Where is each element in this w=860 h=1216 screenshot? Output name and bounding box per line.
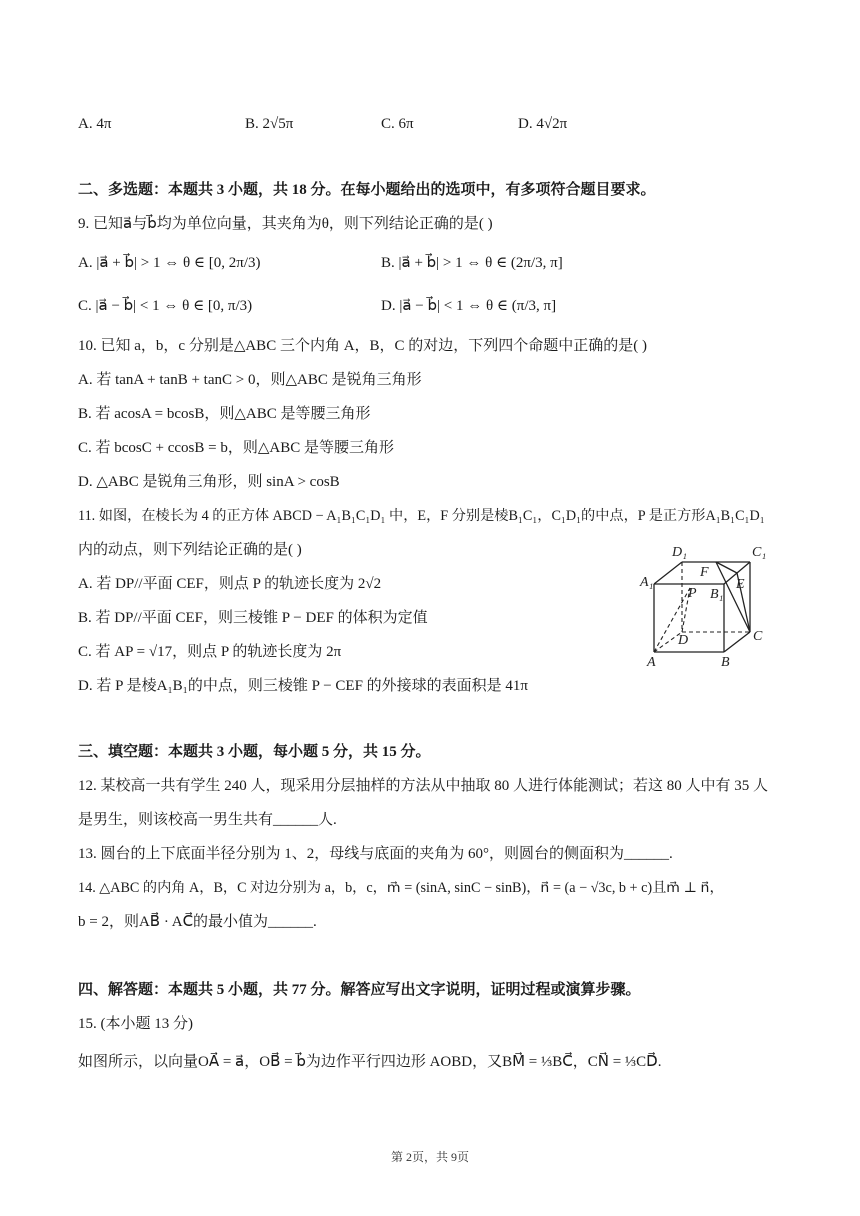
q14-line1: 14. △ABC 的内角 A，B，C 对边分别为 a，b，c，m⃗ = (sinA, sinC − sinB)，n⃗ = (a − √3c, b + c)且m⃗ ⊥ n⃗， xyxy=(78,880,724,896)
q10-option-d: D. △ABC 是锐角三角形，则 sinA > cosB xyxy=(78,474,340,490)
cube-figure xyxy=(632,540,782,670)
label-a1: A₁ xyxy=(640,575,654,590)
q15-body: 如图所示，以向量OA⃗ = a⃗，OB⃗ = b⃗为边作平行四边形 AOBD，又BM⃗ = ⅓BC⃗，CN⃗ = ⅓CD⃗. xyxy=(78,1054,662,1070)
label-b1: B₁ xyxy=(710,587,724,602)
label-d: D xyxy=(678,633,689,648)
q14-line2: b = 2，则AB⃗ · AC⃗的最小值为______. xyxy=(78,914,317,930)
q12-line2: 是男生，则该校高一男生共有______人. xyxy=(78,812,337,828)
q9-option-c: C. |a⃗ − b⃗| < 1 ⇔ θ ∈ [0, π/3) xyxy=(78,298,253,314)
label-f: F xyxy=(700,565,709,580)
section-4-header: 四、解答题：本题共 5 小题，共 77 分。解答应写出文字说明，证明过程或演算步骤。 xyxy=(78,982,641,998)
label-b: B xyxy=(721,655,730,670)
q11-stem-line1: 11. 如图，在棱长为 4 的正方体 ABCD − A₁B₁C₁D₁ 中，E，F 分别是棱B₁C₁，C₁D₁的中点，P 是正方形A₁B₁C₁D₁ xyxy=(78,508,765,524)
q10-option-c: C. 若 bcosC + ccosB = b，则△ABC 是等腰三角形 xyxy=(78,440,394,456)
q9-option-b: B. |a⃗ + b⃗| > 1 ⇔ θ ∈ (2π/3, π] xyxy=(381,255,563,271)
label-p: P xyxy=(688,586,697,601)
q11-option-d: D. 若 P 是棱A₁B₁的中点，则三棱锥 P − CEF 的外接球的表面积是 41π xyxy=(78,678,528,694)
q10-option-a: A. 若 tanA + tanB + tanC > 0，则△ABC 是锐角三角形 xyxy=(78,372,422,388)
q11-stem-line2: 内的动点，则下列结论正确的是( ) xyxy=(78,542,302,558)
q11-option-b: B. 若 DP//平面 CEF，则三棱锥 P − DEF 的体积为定值 xyxy=(78,610,428,626)
q11-option-a: A. 若 DP//平面 CEF，则点 P 的轨迹长度为 2√2 xyxy=(78,576,382,592)
label-c: C xyxy=(753,629,763,644)
page-footer: 第 2页，共 9页 xyxy=(390,1150,469,1164)
q15-title: 15. (本小题 13 分) xyxy=(78,1016,193,1032)
label-e: E xyxy=(736,577,745,592)
q11-option-c: C. 若 AP = √17，则点 P 的轨迹长度为 2π xyxy=(78,644,342,660)
q12-line1: 12. 某校高一共有学生 240 人，现采用分层抽样的方法从中抽取 80 人进行体能测试；若这 80 人中有 35 人 xyxy=(78,778,769,794)
label-d1: D₁ xyxy=(672,545,687,560)
q8-option-a: A. 4π xyxy=(78,116,112,132)
q10-option-b: B. 若 acosA = bcosB，则△ABC 是等腰三角形 xyxy=(78,406,371,422)
q9-option-a: A. |a⃗ + b⃗| > 1 ⇔ θ ∈ [0, 2π/3) xyxy=(78,255,261,271)
q9-stem: 9. 已知a⃗与b⃗均为单位向量，其夹角为θ，则下列结论正确的是( ) xyxy=(78,216,493,232)
q8-option-d: D. 4√2π xyxy=(518,116,568,132)
q8-option-b: B. 2√5π xyxy=(245,116,294,132)
label-c1: C₁ xyxy=(752,545,767,560)
section-3-header: 三、填空题：本题共 3 小题，每小题 5 分，共 15 分。 xyxy=(78,744,431,760)
q8-option-c: C. 6π xyxy=(381,116,414,132)
section-2-header: 二、多选题：本题共 3 小题，共 18 分。在每小题给出的选项中，有多项符合题目要求。 xyxy=(78,182,656,198)
q13: 13. 圆台的上下底面半径分别为 1、2，母线与底面的夹角为 60°，则圆台的侧面积为______. xyxy=(78,846,673,862)
label-a: A xyxy=(647,655,656,670)
q10-stem: 10. 已知 a，b，c 分别是△ABC 三个内角 A，B，C 的对边，下列四个命题中正确的是( ) xyxy=(78,338,648,354)
q9-option-d: D. |a⃗ − b⃗| < 1 ⇔ θ ∈ (π/3, π] xyxy=(381,298,557,314)
